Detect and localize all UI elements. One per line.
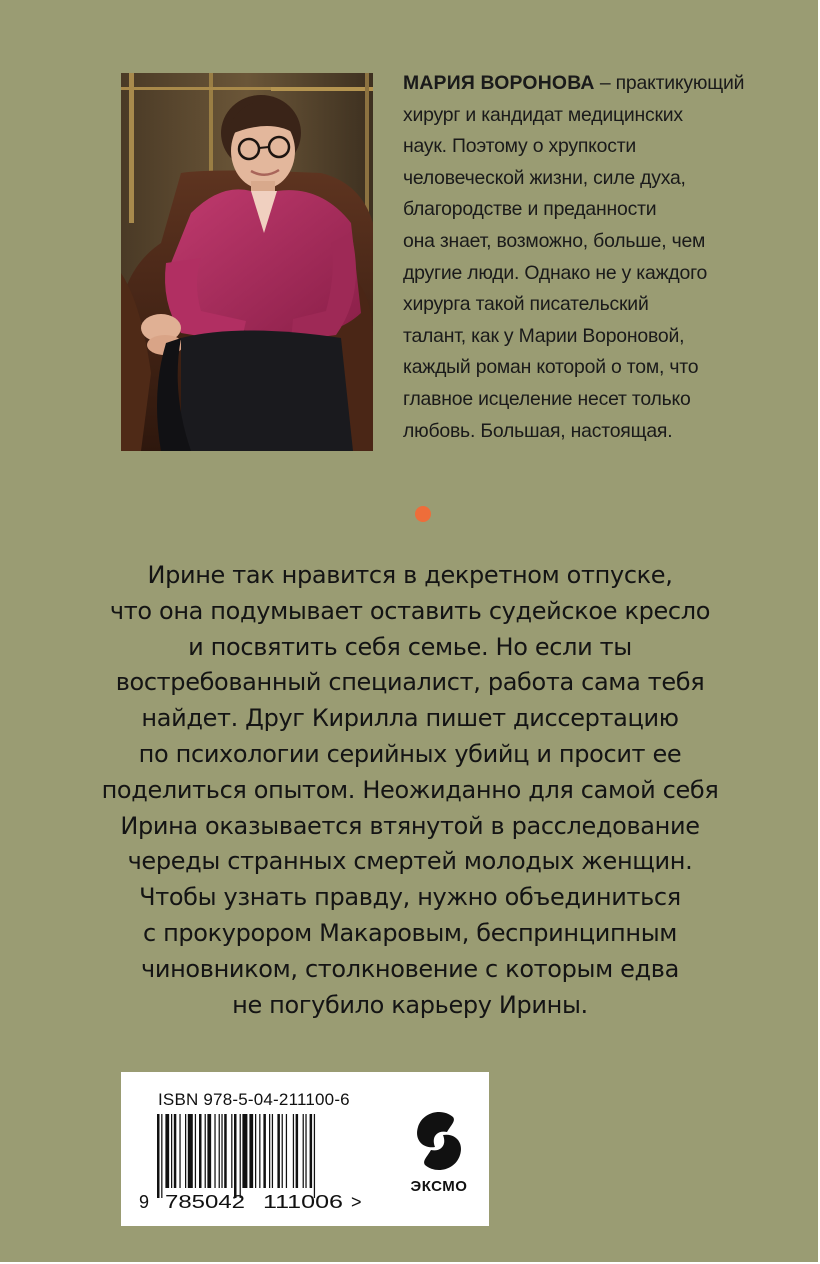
barcode-bar bbox=[207, 1114, 211, 1188]
barcode-bar bbox=[165, 1114, 169, 1188]
barcode-bar bbox=[305, 1114, 306, 1188]
author-portrait-image bbox=[121, 73, 373, 451]
barcode-bar bbox=[249, 1114, 253, 1188]
barcode-bar bbox=[161, 1114, 162, 1198]
annotation-line: Ирина оказывается втянутой в расследование bbox=[120, 811, 700, 840]
barcode-digits-group1: 785042 bbox=[165, 1192, 245, 1212]
author-bio-line: наук. Поэтому о хрупкости bbox=[403, 135, 637, 158]
author-name: МАРИЯ ВОРОНОВА bbox=[403, 72, 595, 94]
annotation-line: Ирине так нравится в декретном отпуске, bbox=[147, 561, 673, 589]
barcode-bar bbox=[240, 1114, 241, 1198]
barcode-bar bbox=[286, 1114, 287, 1188]
author-bio-line: она знает, возможно, больше, чем bbox=[403, 229, 706, 252]
barcode-bar bbox=[263, 1114, 266, 1188]
barcode-bar bbox=[157, 1114, 160, 1198]
barcode-bar bbox=[282, 1114, 283, 1188]
book-annotation bbox=[20, 558, 800, 1023]
barcode-panel bbox=[121, 1072, 489, 1226]
barcode-bar bbox=[234, 1114, 237, 1198]
barcode-bar bbox=[221, 1114, 222, 1188]
barcode-digit-first: 9 bbox=[139, 1192, 150, 1212]
barcode-bar bbox=[277, 1114, 280, 1188]
annotation-line: по психологии серийных убийц и просит ее bbox=[138, 739, 682, 768]
annotation-line: востребованный специалист, работа сама тебя bbox=[115, 668, 705, 697]
accent-dot bbox=[415, 506, 431, 522]
author-bio-line: человеческой жизни, силе духа, bbox=[403, 166, 686, 189]
author-bio-line: хирурга такой писательский bbox=[403, 293, 649, 316]
annotation-line: найдет. Друг Кирилла пишет диссертацию bbox=[141, 704, 679, 733]
barcode-bar bbox=[242, 1114, 247, 1188]
barcode-bar bbox=[171, 1114, 172, 1188]
barcode-bar bbox=[314, 1114, 315, 1198]
barcode-bar bbox=[303, 1114, 304, 1188]
author-bio-first-line bbox=[403, 68, 745, 100]
author-photo bbox=[121, 73, 373, 451]
barcode-bar bbox=[255, 1114, 256, 1188]
barcode-image bbox=[121, 1072, 381, 1226]
barcode-bar bbox=[199, 1114, 202, 1188]
barcode-bar bbox=[259, 1114, 260, 1188]
barcode-bar bbox=[269, 1114, 270, 1188]
annotation-line: череды странных смертей молодых женщин. bbox=[127, 847, 693, 876]
barcode-bar bbox=[205, 1114, 206, 1188]
barcode-bar bbox=[219, 1114, 220, 1188]
author-bio-line: главное исцеление несет только bbox=[403, 387, 691, 410]
barcode-bar bbox=[185, 1114, 186, 1188]
annotation-line: с прокурором Макаровым, беспринципным bbox=[142, 918, 678, 947]
author-bio-first-line-rest: – практикующий bbox=[594, 72, 745, 94]
author-bio bbox=[403, 68, 745, 447]
annotation-line: и посвятить себя семье. Но если ты bbox=[188, 632, 632, 661]
barcode-bar bbox=[174, 1114, 177, 1188]
author-bio-line: благородстве и преданности bbox=[403, 198, 657, 221]
barcode-bar bbox=[179, 1114, 180, 1188]
annotation-line: Чтобы узнать правду, нужно объединиться bbox=[139, 883, 681, 912]
barcode-bar bbox=[214, 1114, 215, 1188]
annotation-line: что она подумывает оставить судейское кресло bbox=[109, 596, 711, 625]
barcode-digits-group2: 111006 bbox=[263, 1192, 343, 1212]
barcode-bar bbox=[195, 1114, 196, 1188]
author-bio-line: талант, как у Марии Вороновой, bbox=[403, 324, 685, 347]
annotation-line: чиновником, столкновение с которым едва bbox=[141, 954, 679, 983]
annotation-line: поделиться опытом. Неожиданно для самой себя bbox=[101, 775, 719, 804]
author-bio-line: хирург и кандидат медицинских bbox=[403, 103, 683, 126]
barcode-bar bbox=[293, 1114, 294, 1188]
author-bio-line: каждый роман которой о том, что bbox=[403, 356, 699, 379]
author-bio-line: любовь. Большая, настоящая. bbox=[403, 419, 673, 442]
barcode-bar bbox=[231, 1114, 232, 1188]
barcode-bar bbox=[188, 1114, 193, 1188]
barcode-bar bbox=[296, 1114, 299, 1188]
publisher-name: ЭКСМО bbox=[410, 1178, 468, 1195]
isbn-label: ISBN 978-5-04-211100-6 bbox=[158, 1090, 350, 1109]
barcode-bar bbox=[310, 1114, 313, 1188]
eksmo-logo-icon bbox=[409, 1107, 469, 1175]
author-bio-line: другие люди. Однако не у каждого bbox=[403, 261, 708, 284]
barcode-bar bbox=[224, 1114, 227, 1188]
barcode-arrow: > bbox=[351, 1192, 362, 1212]
annotation-line: не погубило карьеру Ирины. bbox=[232, 990, 588, 1019]
barcode-bar bbox=[272, 1114, 273, 1188]
